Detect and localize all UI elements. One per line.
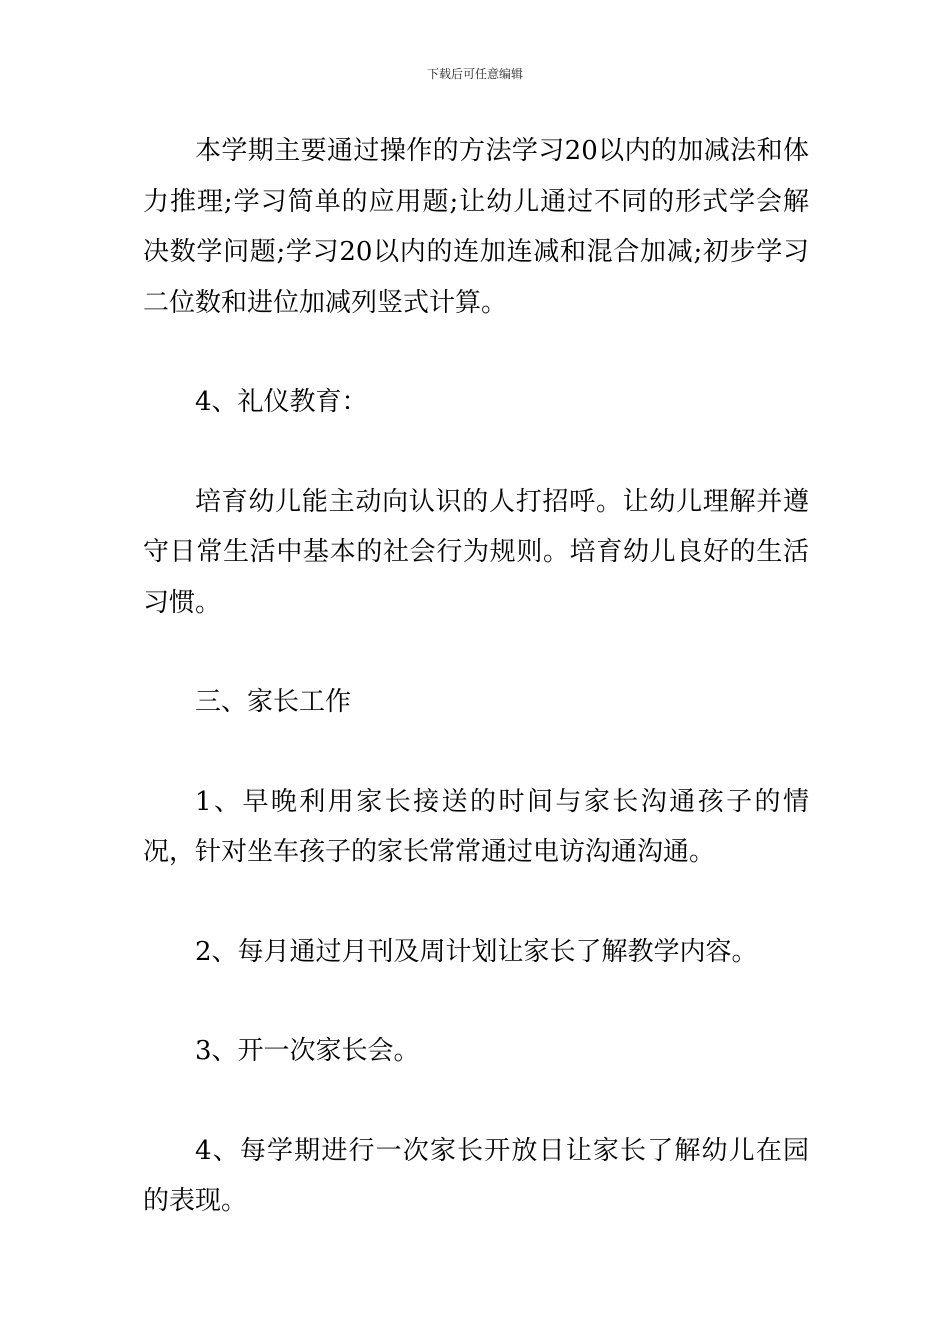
document-body <box>143 126 809 1227</box>
paragraph-parent-item-1: 1、早晚利用家长接送的时间与家长沟通孩子的情况，针对坐车孩子的家长常常通过电访沟通沟通。 <box>143 786 809 867</box>
paragraph-spacer <box>143 328 809 377</box>
page-header-note: 下载后可任意编辑 <box>426 67 523 81</box>
paragraph-spacer <box>143 628 809 677</box>
paragraph-parent-item-4: 4、每学期进行一次家长开放日让家长了解幼儿在园的表现。 <box>143 1135 809 1216</box>
paragraph-spacer <box>143 428 809 477</box>
heading-etiquette-education: 4、礼仪教育： <box>195 387 368 417</box>
paragraph-math-learning: 本学期主要通过操作的方法学习20以内的加减法和体力推理;学习简单的应用题;让幼儿通过不同的形式学会解决数学问题;学习20以内的连加连减和混合加减;初步学习二位数和进位加减列竖式计算。 <box>143 136 809 318</box>
paragraph-etiquette: 培育幼儿能主动向认识的人打招呼。让幼儿理解并遵守日常生活中基本的社会行为规则。培育幼儿良好的生活习惯。 <box>143 486 809 618</box>
paragraph-spacer <box>143 1077 809 1126</box>
paragraph-spacer <box>143 728 809 777</box>
paragraph-parent-item-3: 3、开一次家长会。 <box>195 1036 420 1066</box>
paragraph-parent-item-2: 2、每月通过月刊及周计划让家长了解教学内容。 <box>195 936 758 967</box>
paragraph-spacer <box>143 878 809 927</box>
heading-parent-work: 三、家长工作 <box>195 687 352 717</box>
paragraph-spacer <box>143 977 809 1026</box>
